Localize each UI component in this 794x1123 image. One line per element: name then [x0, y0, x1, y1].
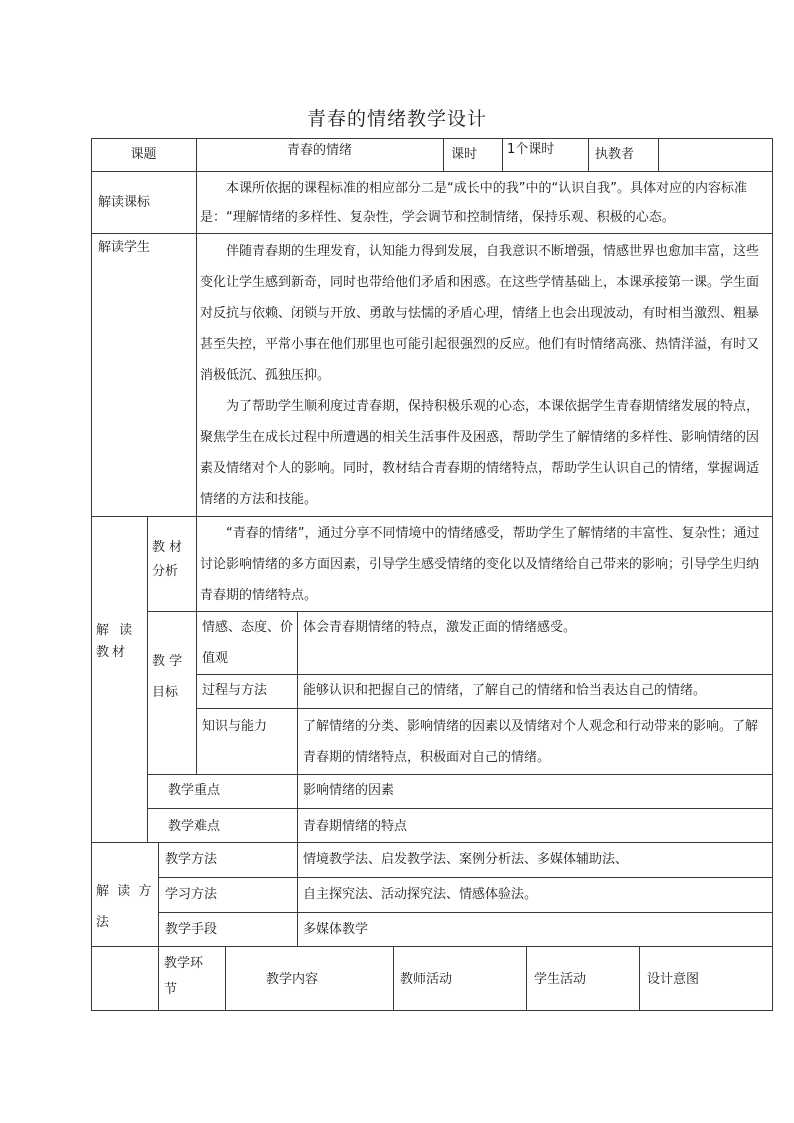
goal-label-attitude: 情感、态度、价值观 [202, 620, 294, 666]
goal-label-process: 过程与方法 [202, 683, 268, 698]
table-border [196, 138, 197, 517]
topic-label: 课题 [130, 147, 157, 162]
table-border [502, 138, 503, 172]
table-border [91, 138, 92, 1011]
goals-label: 教 学 目标 [152, 654, 183, 700]
learning-method-label: 学习方法 [165, 887, 218, 902]
difficulty-text: 青春期情绪的特点 [303, 819, 408, 834]
table-border [443, 138, 444, 172]
curriculum-paragraph: 本课所依据的课程标准的相应部分二是“成长中的我”中的“认识自我”。具体对应的内容标准是：“理解情绪的多样性、复杂性，学会调节和控制情绪，保持乐观、积极的心态。 [200, 181, 747, 225]
students-label: 解读学生 [98, 240, 151, 255]
table-border [772, 138, 773, 1011]
table-border [225, 946, 226, 1011]
students-text [200, 236, 770, 515]
table-border [158, 946, 159, 1011]
hours-value: 1个课时 [507, 142, 555, 157]
teaching-method-text: 情境教学法、启发教学法、案例分析法、多媒体辅助法、 [303, 852, 629, 867]
teaching-means-label: 教学手段 [165, 922, 218, 937]
column-header-teacher: 教师活动 [400, 972, 453, 987]
goal-label-knowledge: 知识与能力 [202, 719, 268, 734]
goal-text-attitude: 体会青春期情绪的特点，激发正面的情绪感受。 [303, 620, 577, 635]
hours-label: 课时 [451, 147, 478, 162]
analysis-text [200, 518, 770, 611]
table-border [526, 946, 527, 1011]
key-point-label: 教学重点 [168, 783, 221, 798]
teaching-means-text: 多媒体教学 [303, 922, 369, 937]
methods-label: 解 读 方法 [96, 884, 154, 930]
goal-text-knowledge: 了解情绪的分类、影响情绪的因素以及情绪对个人观念和行动带来的影响。了解青春期的情绪特点，积极面对自己的情绪。 [303, 719, 759, 765]
table-border [91, 516, 772, 517]
table-border [196, 516, 197, 775]
difficulty-label: 教学难点 [168, 819, 221, 834]
table-border [297, 611, 298, 843]
table-border [639, 946, 640, 1011]
column-header-stage: 教学环节 [164, 956, 204, 997]
analysis-paragraph: “青春的情绪”，通过分享不同情境中的情绪感受，帮助学生了解情绪的丰富性、复杂性；通过讨论影响情绪的多方面因素，引导学生感受情绪的变化以及情绪给自己带来的影响；引导学生归纳青春期的情绪特点。 [200, 526, 760, 603]
learning-method-text: 自主探究法、活动探究法、情感体验法。 [303, 887, 538, 902]
analysis-label: 教 材 分析 [152, 540, 183, 579]
curriculum-label: 解读课标 [98, 195, 151, 210]
table-border [196, 708, 772, 709]
page-title: 青春的情绪教学设计 [306, 108, 487, 130]
students-paragraph-1: 伴随青春期的生理发育，认知能力得到发展，自我意识不断增强，情感世界也愈加丰富，这些变化让学生感到新奇，同时也带给他们矛盾和困惑。在这些学情基础上，本课承接第一课。学生面对反抗与依赖、闭锁与开放、勇敢与怯懦的矛盾心理，情绪上也会出现波动，有时相当激烈、粗暴甚至失控，平常小事在他们那里也可能引起很强烈的反应。他们有时情绪高涨、热情洋溢，有时又消极低沉、孤独压抑。 [200, 244, 760, 383]
curriculum-text [200, 174, 770, 232]
table-border [658, 138, 659, 172]
table-border [393, 946, 394, 1011]
materials-label: 解 读 教材 [96, 623, 136, 660]
goal-text-process: 能够认识和把握自己的情绪，了解自己的情绪和恰当表达自己的情绪。 [303, 683, 707, 698]
students-paragraph-2: 为了帮助学生顺利度过青春期，保持积极乐观的心态，本课依据学生青春期情绪发展的特点，聚焦学生在成长过程中所遭遇的相关生活事件及困惑，帮助学生了解情绪的多样性、影响情绪的因素及情绪对个人的影响。同时，教材结合青春期的情绪特点，帮助学生认识自己的情绪，掌握调适情绪的方法和技能。 [200, 399, 760, 507]
table-border [91, 233, 772, 234]
topic-value: 青春的情绪 [286, 143, 352, 158]
table-border [147, 516, 148, 843]
column-header-student: 学生活动 [534, 972, 587, 987]
column-header-intent: 设计意图 [647, 972, 700, 987]
table-border [91, 171, 772, 172]
table-border [297, 842, 298, 947]
table-border [91, 1010, 772, 1011]
table-border [158, 842, 159, 947]
key-point-text: 影响情绪的因素 [303, 783, 395, 798]
teaching-method-label: 教学方法 [165, 852, 218, 867]
column-header-content: 教学内容 [266, 972, 319, 987]
table-border [588, 138, 589, 172]
teacher-label: 执教者 [595, 147, 635, 162]
